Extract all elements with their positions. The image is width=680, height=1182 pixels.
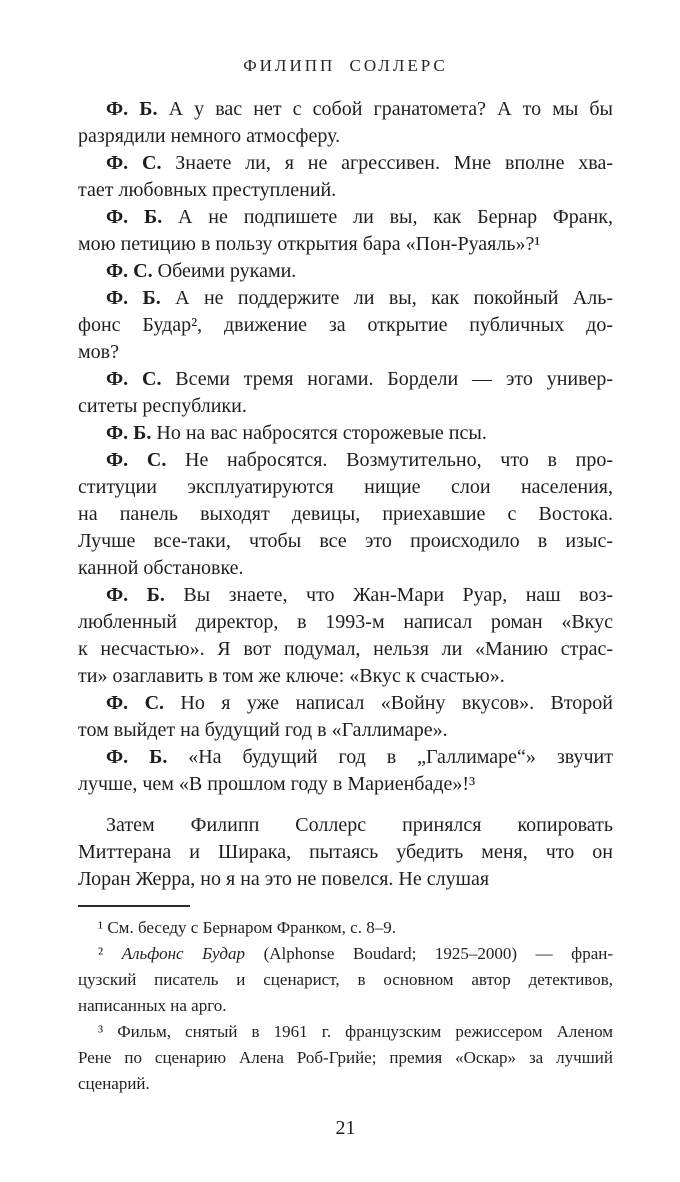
text-segment: разрядили немного атмосферу. (78, 125, 341, 147)
text-segment: мою петицию в пользу открытия бара «Пон-Руаяль»?¹ (78, 233, 541, 255)
text-line (78, 993, 613, 1019)
running-title: ФИЛИПП СОЛЛЕРС (243, 56, 448, 75)
text-segment: Обеими руками. (152, 260, 297, 282)
text-segment: Затем Филипп Соллерс принялся копировать (106, 814, 613, 836)
page-number: 21 (335, 1117, 356, 1139)
paragraph (78, 812, 613, 893)
text-segment: Всеми тремя ногами. Бордели — это универ- (161, 368, 613, 390)
text-line (78, 204, 613, 231)
text-line (78, 501, 613, 528)
text-line (78, 967, 613, 993)
text-line (78, 528, 613, 555)
speaker-label: Ф. С. (106, 368, 162, 390)
text-segment: А у вас нет с собой гранатомета? А то мы бы (157, 98, 613, 120)
text-line (78, 636, 613, 663)
text-line (78, 1045, 613, 1071)
text-segment: Знаете ли, я не агрессивен. Мне вполне хва- (161, 152, 613, 174)
text-segment: ³ Фильм, снятый в 1961 г. французским режиссером Аленом (98, 1022, 613, 1041)
text-segment: том выйдет на будущий год в «Галлимаре». (78, 719, 448, 741)
text-segment: ституции эксплуатируются нищие слои населения, (78, 476, 613, 498)
text-line (78, 150, 613, 177)
text-segment: на панель выходят девицы, приехавшие с Востока. (78, 503, 613, 525)
text-segment: Рене по сценарию Алена Роб-Грийе; премия «Оскар» за лучший (78, 1048, 613, 1067)
text-line (78, 866, 613, 893)
text-line (78, 1071, 613, 1097)
text-segment: Лоран Жерра, но я на это не повелся. Не слушая (78, 868, 490, 890)
speaker-label: Ф. С. (106, 692, 165, 714)
text-segment: ситеты республики. (78, 395, 247, 417)
speaker-label: Ф. Б. (106, 584, 165, 606)
text-segment: к несчастью». Я вот подумал, нельзя ли «Манию страс- (78, 638, 613, 660)
text-segment: цузский писатель и сценарист, в основном автор детективов, (78, 970, 613, 989)
text-line (78, 258, 613, 285)
text-line (78, 366, 613, 393)
text-line (78, 447, 613, 474)
speaker-label: Ф. Б. (106, 98, 158, 120)
text-line (78, 123, 613, 150)
text-line (78, 690, 613, 717)
text-segment: Миттерана и Ширака, пытаясь убедить меня, что он (78, 841, 613, 863)
text-line (78, 231, 613, 258)
text-line (78, 609, 613, 636)
speaker-label: Ф. С. (106, 152, 162, 174)
text-line (78, 582, 613, 609)
text-line (78, 941, 613, 967)
text-line (78, 771, 613, 798)
text-segment: (Alphonse Boudard; 1925–2000) — фран- (245, 944, 613, 963)
text-line (78, 339, 613, 366)
text-line (78, 663, 613, 690)
text-line (78, 839, 613, 866)
text-line (78, 312, 613, 339)
body-text (78, 96, 613, 893)
text-segment: ¹ См. беседу с Бернаром Франком, с. 8–9. (98, 918, 396, 937)
text-segment: ти» озаглавить в том же ключе: «Вкус к счастью». (78, 665, 505, 687)
footnote (78, 1019, 613, 1097)
footnote (78, 915, 613, 941)
text-segment: тает любовных преступлений. (78, 179, 337, 201)
paragraph (78, 150, 613, 204)
text-segment: Не набросятся. Возмутительно, что в про- (166, 449, 614, 471)
text-column (78, 56, 613, 1140)
text-line (78, 285, 613, 312)
paragraph (78, 366, 613, 420)
text-line (78, 393, 613, 420)
text-segment: фонс Будар², движение за открытие публичных до- (78, 314, 613, 336)
speaker-label: Ф. Б. (106, 206, 163, 228)
footnote-separator (78, 905, 190, 907)
text-line (78, 96, 613, 123)
paragraph (78, 690, 613, 744)
text-line (78, 474, 613, 501)
footnote (78, 941, 613, 1019)
speaker-label: Ф. Б. (106, 746, 168, 768)
text-segment: любленный директор, в 1993-м написал роман «Вкус (78, 611, 613, 633)
text-segment: ² (98, 944, 122, 963)
paragraph (78, 420, 613, 447)
paragraph (78, 204, 613, 258)
text-segment: сценарий. (78, 1074, 150, 1093)
text-line (78, 812, 613, 839)
text-segment: Но я уже написал «Войну вкусов». Второй (164, 692, 613, 714)
text-segment: лучше, чем «В прошлом году в Мариенбаде»!³ (78, 773, 476, 795)
text-segment: написанных на арго. (78, 996, 227, 1015)
text-line (78, 555, 613, 582)
text-segment: мов? (78, 341, 119, 363)
text-segment: Вы знаете, что Жан-Мари Руар, наш воз- (164, 584, 613, 606)
speaker-label: Ф. Б. (106, 422, 152, 444)
text-line (78, 1019, 613, 1045)
italic-term: Альфонс Будар (121, 944, 246, 963)
paragraph (78, 285, 613, 366)
text-segment: Но на вас набросятся сторожевые псы. (151, 422, 487, 444)
paragraph (78, 582, 613, 690)
text-segment: «На будущий год в „Галлимаре“» звучит (167, 746, 613, 768)
speaker-label: Ф. С. (106, 449, 167, 471)
text-line (78, 177, 613, 204)
text-line (78, 717, 613, 744)
paragraph (78, 447, 613, 582)
paragraph (78, 96, 613, 150)
text-segment: Лучше все-таки, чтобы все это происходило в изыс- (78, 530, 613, 552)
paragraph (78, 744, 613, 798)
speaker-label: Ф. С. (106, 260, 153, 282)
text-segment: А не подпишете ли вы, как Бернар Франк, (162, 206, 613, 228)
text-line (78, 744, 613, 771)
text-line (78, 420, 613, 447)
text-segment: канной обстановке. (78, 557, 244, 579)
text-line (78, 915, 613, 941)
paragraph (78, 258, 613, 285)
footnotes (78, 915, 613, 1097)
text-segment: А не поддержите ли вы, как покойный Аль- (160, 287, 613, 309)
speaker-label: Ф. Б. (106, 287, 161, 309)
